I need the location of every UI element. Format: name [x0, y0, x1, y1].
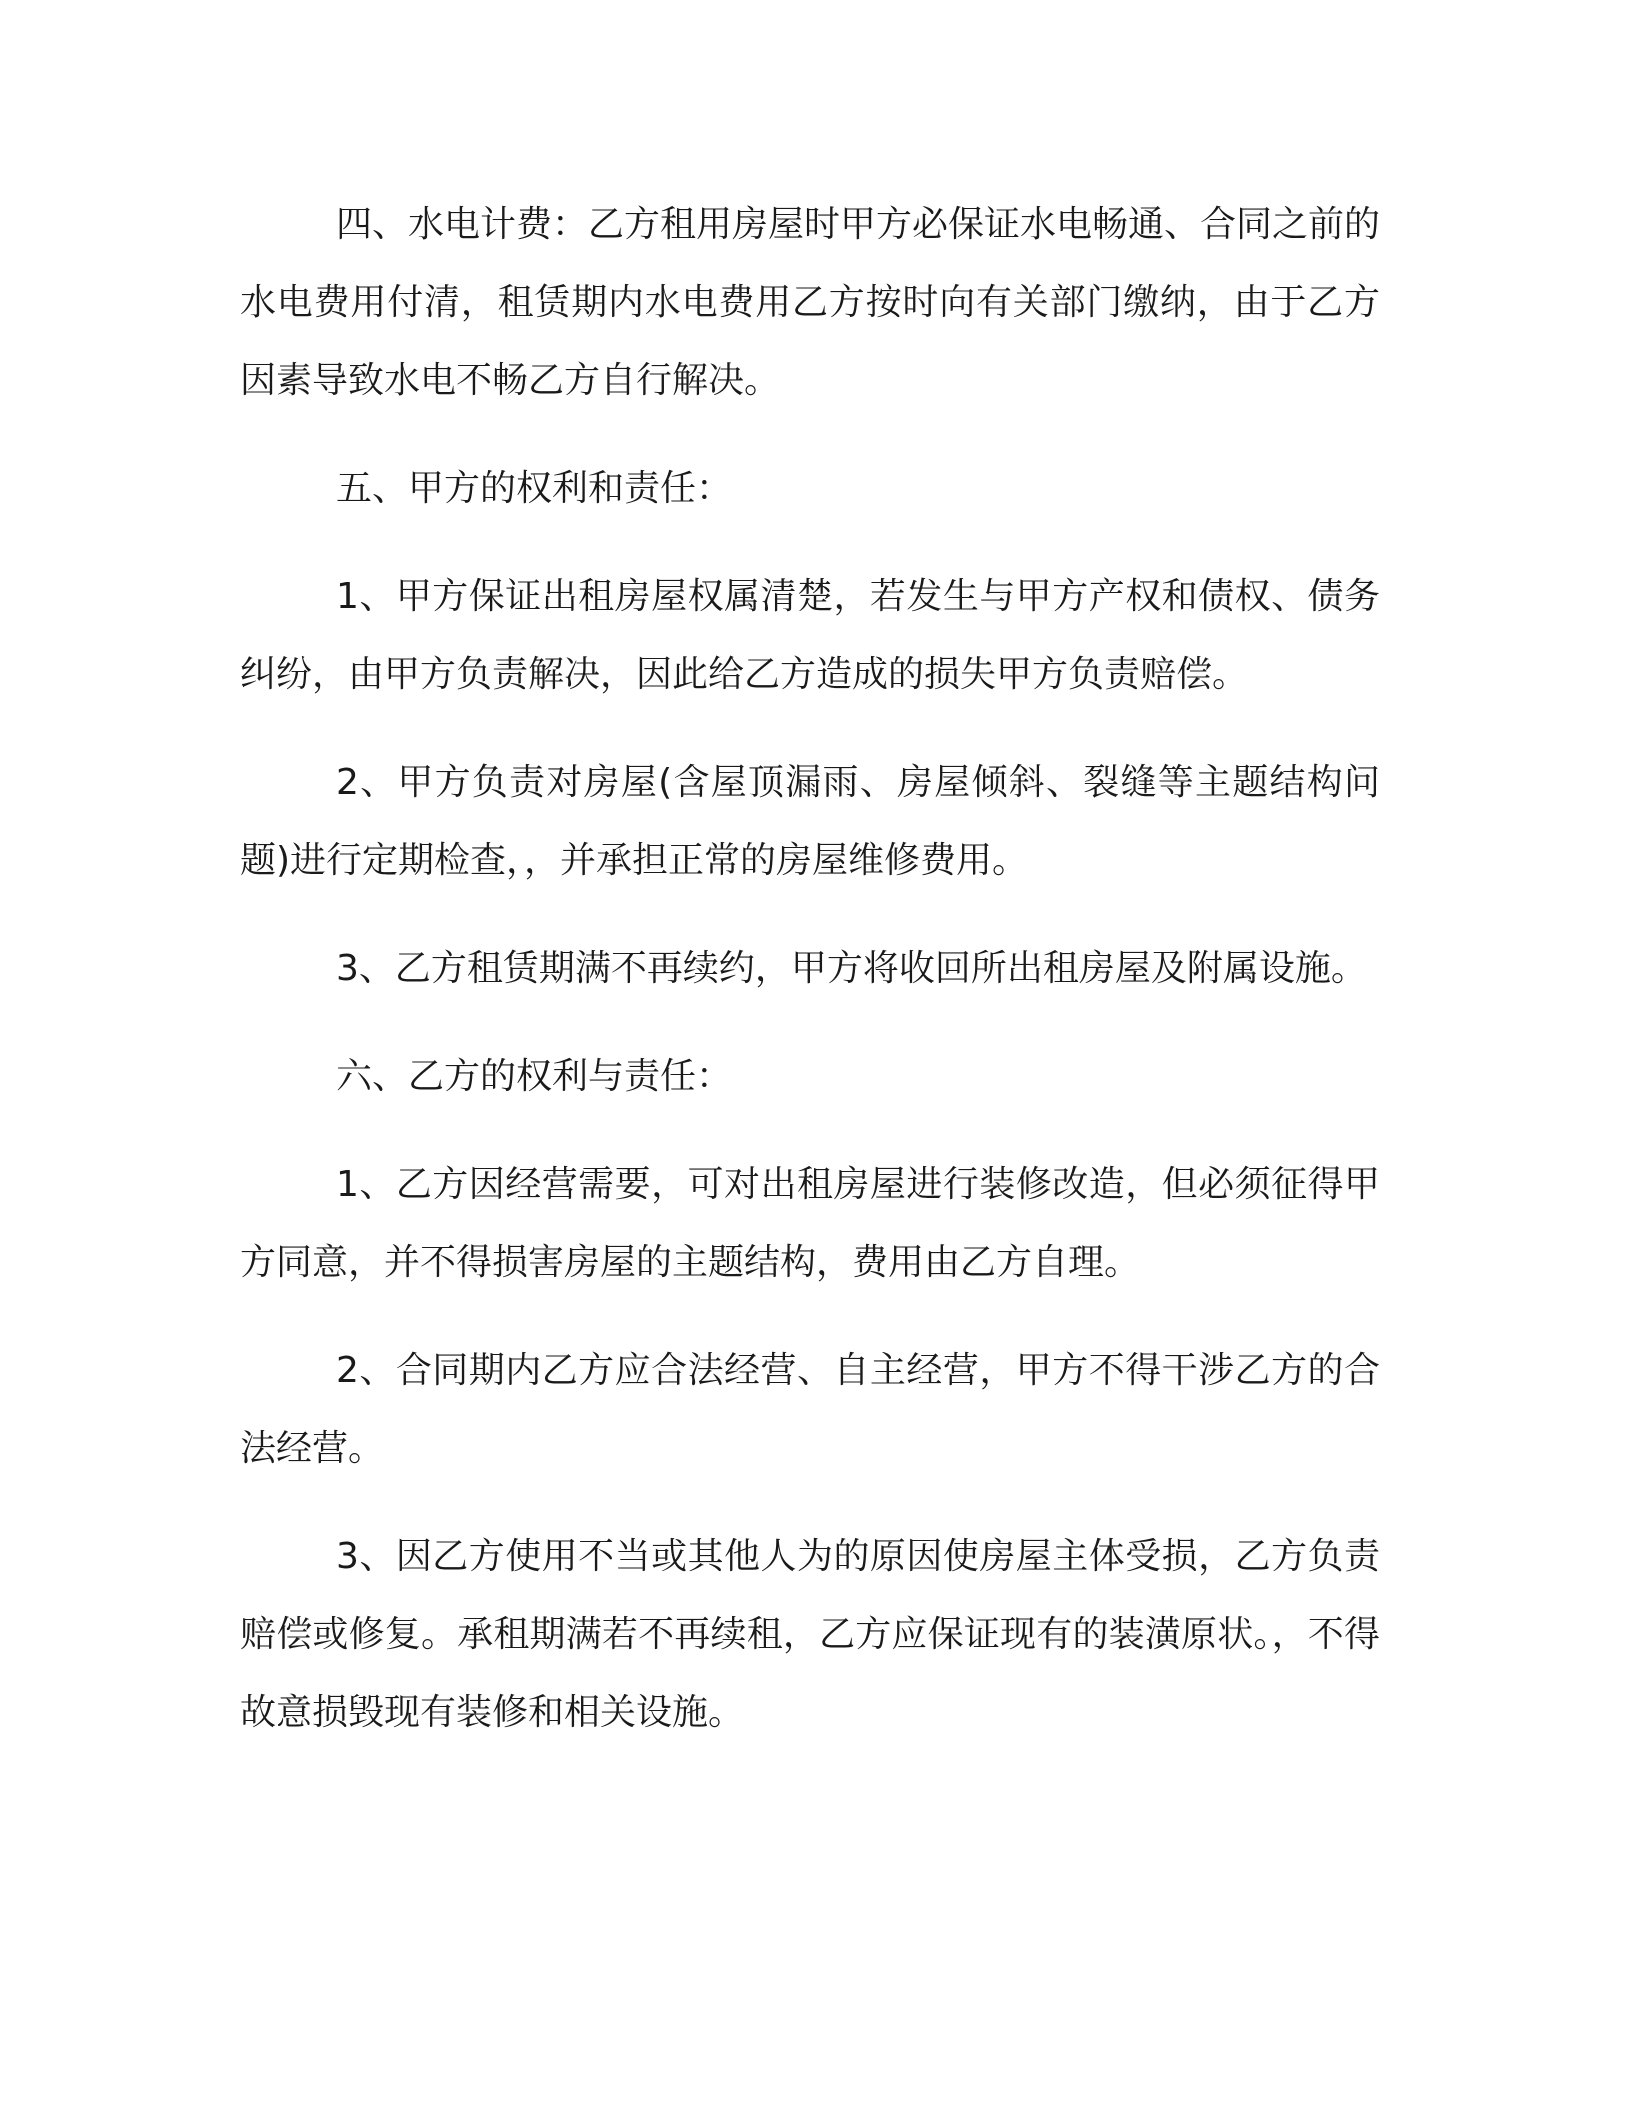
- section-four-utilities: 四、水电计费：乙方租用房屋时甲方必保证水电畅通、合同之前的水电费用付清，租赁期内水电费用乙方按时向有关部门缴纳，由于乙方因素导致水电不畅乙方自行解决。: [240, 204, 1381, 401]
- section-six-heading: 六、乙方的权利与责任：: [336, 1056, 733, 1097]
- document-body: [240, 186, 1380, 1782]
- section-six-item-3: 3、因乙方使用不当或其他人为的原因使房屋主体受损，乙方负责赔偿或修复。承租期满若不再续租，乙方应保证现有的装潢原状。，不得故意损毁现有装修和相关设施。: [240, 1536, 1380, 1733]
- section-six-item-1: 1、乙方因经营需要，可对出租房屋进行装修改造，但必须征得甲方同意，并不得损害房屋的主题结构，费用由乙方自理。: [240, 1164, 1380, 1283]
- section-five-item-2: 2、甲方负责对房屋(含屋顶漏雨、房屋倾斜、裂缝等主题结构问题)进行定期检查，，并承担正常的房屋维修费用。: [240, 762, 1380, 881]
- section-five-heading: 五、甲方的权利和责任：: [336, 468, 733, 509]
- section-five-item-3: 3、乙方租赁期满不再续约，甲方将收回所出租房屋及附属设施。: [336, 948, 1367, 989]
- section-five-item-1: 1、甲方保证出租房屋权属清楚，若发生与甲方产权和债权、债务纠纷，由甲方负责解决，因此给乙方造成的损失甲方负责赔偿。: [240, 576, 1380, 695]
- section-six-item-2: 2、合同期内乙方应合法经营、自主经营，甲方不得干涉乙方的合法经营。: [240, 1350, 1380, 1469]
